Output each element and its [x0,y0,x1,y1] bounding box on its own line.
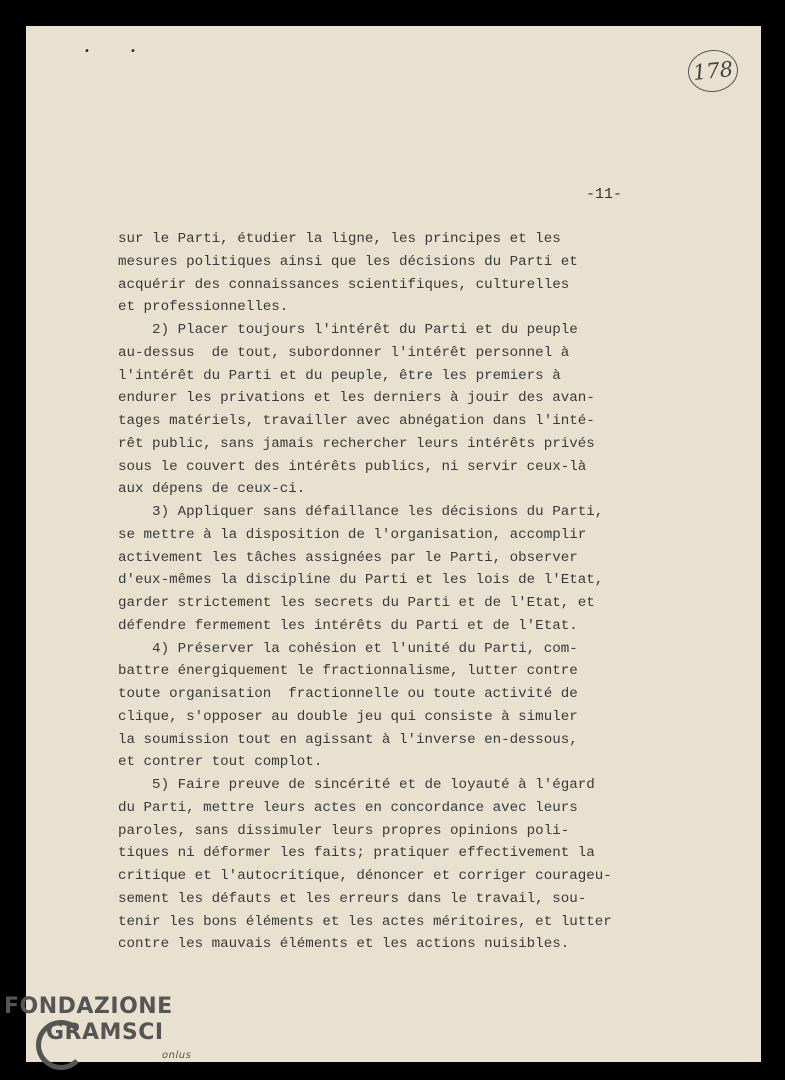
text-line: critique et l'autocritique, dénoncer et corriger courageu- [118,868,612,884]
text-line: sement les défauts et les erreurs dans le travail, sou- [118,890,587,907]
text-line: contre les mauvais éléments et les actions nuisibles. [118,936,570,953]
text-line: rêt public, sans jamais rechercher leurs intérêts privés [118,435,595,452]
text-line: endurer les privations et les derniers à jouir des avan- [118,390,595,407]
text-line: la soumission tout en agissant à l'inverse en-dessous, [118,731,578,748]
watermark-line2: GRAMSCI [46,1020,164,1045]
text-line: sur le Parti, étudier la ligne, les principes et les [118,231,561,247]
text-line: 2) Placer toujours l'intérêt du Parti et du peuple [118,322,578,338]
text-line: l'intérêt du Parti et du peuple, être les premiers à [118,367,561,384]
text-line: battre énergiquement le fractionnalisme, lutter contre [118,663,578,680]
text-line: du Parti, mettre leurs actes en concordance avec leurs [118,799,578,816]
document-page [26,26,761,1062]
text-line: et contrer tout complot. [118,754,323,771]
text-line: mesures politiques ainsi que les décisions du Parti et [118,253,578,270]
text-line: aux dépens de ceux-ci. [118,481,306,498]
text-line: acquérir des connaissances scientifiques, culturelles [118,276,570,293]
watermark-logo [4,994,192,1061]
text-line: 4) Préserver la cohésion et l'unité du Parti, com- [118,640,578,657]
archive-stamp [686,48,740,95]
text-line: 5) Faire preuve de sincérité et de loyauté à l'égard [118,777,595,793]
text-line: toute organisation fractionnelle ou toute activité de [118,686,578,702]
text-line: sous le couvert des intérêts publics, ni servir ceux-là [118,458,587,475]
watermark-tag: onlus [162,1050,192,1061]
text-line: tages matériels, travailler avec abnégation dans l'inté- [118,413,595,429]
text-line: garder strictement les secrets du Parti et de l'Etat, et [118,595,595,611]
page-number: -11- [586,186,623,203]
text-line: se mettre à la disposition de l'organisation, accomplir [118,526,587,543]
logo-g-icon [36,1020,86,1070]
text-line: et professionnelles. [118,299,289,316]
watermark-line1: FONDAZIONE [4,994,173,1019]
text-line: d'eux-mêmes la discipline du Parti et les lois de l'Etat, [118,572,604,589]
archive-number: 178 [691,56,735,86]
text-line: tiques ni déformer les faits; pratiquer effectivement la [118,845,595,862]
speck-mark: • [130,46,136,57]
text-line: activement les tâches assignées par le Parti, observer [118,549,578,566]
text-line: paroles, sans dissimuler leurs propres opinions poli- [118,822,570,839]
body-text [118,228,678,956]
text-line: tenir les bons éléments et les actes méritoires, et lutter [118,913,612,930]
speck-mark: • [84,46,90,57]
text-line: 3) Appliquer sans défaillance les décisions du Parti, [118,504,604,520]
text-line: défendre fermement les intérêts du Parti et de l'Etat. [118,617,578,634]
text-line: clique, s'opposer au double jeu qui consiste à simuler [118,708,578,725]
text-line: au-dessus de tout, subordonner l'intérêt personnel à [118,344,570,361]
